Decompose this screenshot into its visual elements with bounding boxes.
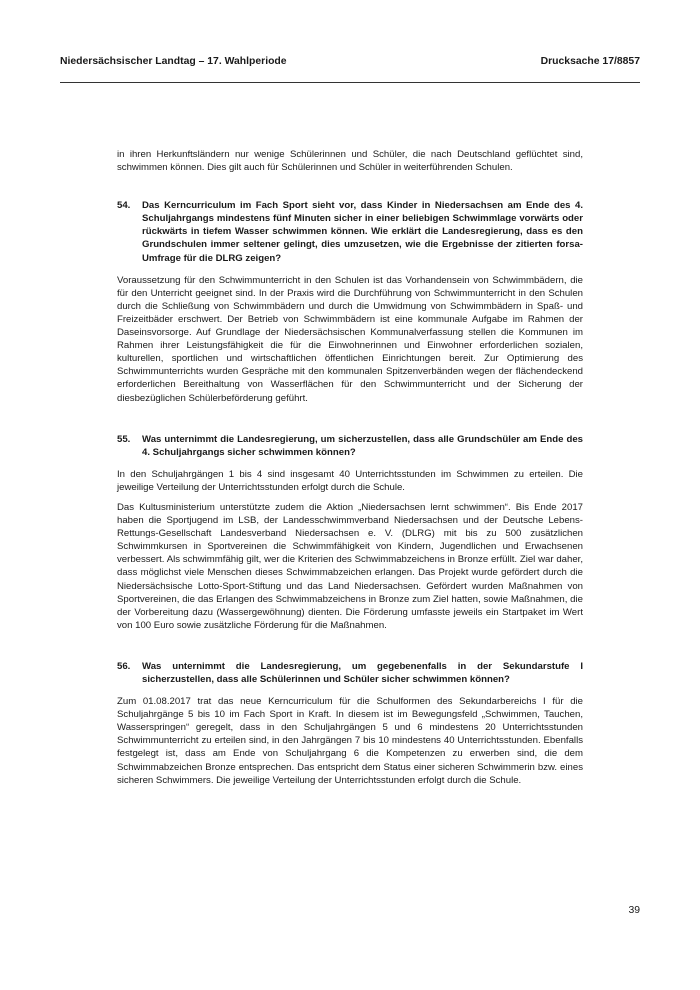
question-54 [117, 199, 583, 264]
header-title: Niedersächsischer Landtag – 17. Wahlperiode [60, 56, 287, 67]
answer-paragraph: Das Kultusministerium unterstützte zudem die Aktion „Niedersachsen lernt schwimmen“. Bis Ende 2017 haben die Sportjugend im LSB, der Landesschwimmverband Niedersachsen und der Deutsche Lebens-Rettungs-Gesellschaft Landesverband Niedersachsen e. V. (DLRG) mit bis zu 500 zusätzlichen Schwimmkursen in Sportvereinen die Schwimmfähigkeit von Kindern, Jugendlichen und Erwachsenen verbessert. Als schwimmfähig gilt, wer die Kriterien des Schwimmabzeichens in Bronze erfüllt. Ziel war daher, dass möglichst viele Menschen dieses Schwimmabzeichen erlangen. Das Projekt wurde gefördert durch die Niedersächsische Lotto-Sport-Stiftung und das Land Niedersachsen. Gefördert wurden Maßnahmen von Sportvereinen, die das Erlangen des Schwimmabzeichens in Bronze zum Ziel hatten, sowie Maßnahmen, die der Vorbereitung dazu (Wassergewöhnung) dienten. Die Förderung umfasste jeweils ein Startpaket im Wert von 100 Euro sowie zusätzliche Förderung für die Maßnahmen. [117, 501, 583, 631]
question-text: Das Kerncurriculum im Fach Sport sieht vor, dass Kinder in Niedersachsen am Ende des 4. Schuljahrgangs mindestens fünf Minuten sicher in einer beliebigen Schwimmlage vorwärts oder rückwärts in tiefem Wasser schwimmen können. Wie erklärt die Landesregierung, dass es den Grundschulen immer seltener gelingt, dies umzusetzen, wie die Ergebnisse der zitierten forsa-Umfrage für die DLRG zeigen? [142, 200, 583, 264]
document-body [117, 148, 583, 787]
question-number: 54. [117, 200, 131, 212]
question-text: Was unternimmt die Landesregierung, um gegebenenfalls in der Sekundarstufe I sicherzustellen, dass alle Schülerinnen und Schüler sicher schwimmen können? [142, 660, 583, 685]
question-number: 55. [117, 433, 131, 445]
question-56 [117, 660, 583, 686]
answer-paragraph: In den Schuljahrgängen 1 bis 4 sind insgesamt 40 Unterrichtsstunden im Schwimmen zu erteilen. Die jeweilige Verteilung der Unterrichtsstunden erfolgt durch die Schule. [117, 468, 583, 493]
intro-paragraph: in ihren Herkunftsländern nur wenige Schülerinnen und Schüler, die nach Deutschland geflüchtet sind, schwimmen können. Dies gilt auch für Schülerinnen und Schüler in weiterführenden Schulen. [117, 149, 583, 174]
question-55 [117, 433, 583, 459]
answer-paragraph: Voraussetzung für den Schwimmunterricht in den Schulen ist das Vorhandensein von Schwimmbädern, die für den Unterricht geeignet sind. In der Praxis wird die Durchführung von Schwimmunterricht in den Schulen durch die Schließung von Schwimmbädern und durch die Umwidmung von Schwimmbädern in Spaß- und Freizeitbäder erschwert. Der Betrieb von Schwimmbädern ist eine kommunale Aufgabe im Rahmen der Daseinsvorsorge. Auf Grundlage der Niedersächsischen Kommunalverfassung stellen die Kommunen im Rahmen ihrer Leistungsfähigkeit die für die Einwohnerinnen und Einwohner erforderlichen sozialen, kulturellen, sportlichen und wirtschaftlichen öffentlichen Einrichtungen bereit. Zur Optimierung des Schwimmunterrichts wurden Gespräche mit den kommunalen Spitzenverbänden wegen der flächendeckend erforderlichen Bereithaltung von Wasserflächen für den Schwimmunterricht und der Sicherung der diesbezüglichen Schülerbeförderung geführt. [117, 274, 583, 404]
page-header [60, 56, 640, 72]
question-text: Was unternimmt die Landesregierung, um sicherzustellen, dass alle Grundschüler am Ende des 4. Schuljahrgangs sicher schwimmen können? [142, 433, 583, 458]
question-number: 56. [117, 660, 131, 672]
answer-paragraph: Zum 01.08.2017 trat das neue Kerncurriculum für die Schulformen des Sekundarbereichs I für die Schuljahrgänge 5 bis 10 im Fach Sport in Kraft. In diesem ist im Bewegungsfeld „Schwimmen, Tauchen, Wasserspringen“ geregelt, dass in den Schuljahrgängen 5 und 6 mindestens 20 Unterrichtsstunden Schwimmunterricht zu erteilen sind, in den Jahrgängen 7 bis 10 mindestens 40 Unterrichtsstunden. Ebenfalls festgelegt ist, dass am Ende von Schuljahrgang 6 die Kompetenzen zu erwerben sind, die dem Schwimmabzeichen Bronze entsprechen. Das entspricht dem Status einer sicheren Schwimmerin bzw. eines sicheren Schwimmers. Die jeweilige Verteilung der Unterrichtsstunden erfolgt durch die Schule. [117, 696, 583, 786]
page-number: 39 [628, 905, 640, 916]
document-number: Drucksache 17/8857 [540, 56, 640, 67]
header-divider [60, 82, 640, 83]
